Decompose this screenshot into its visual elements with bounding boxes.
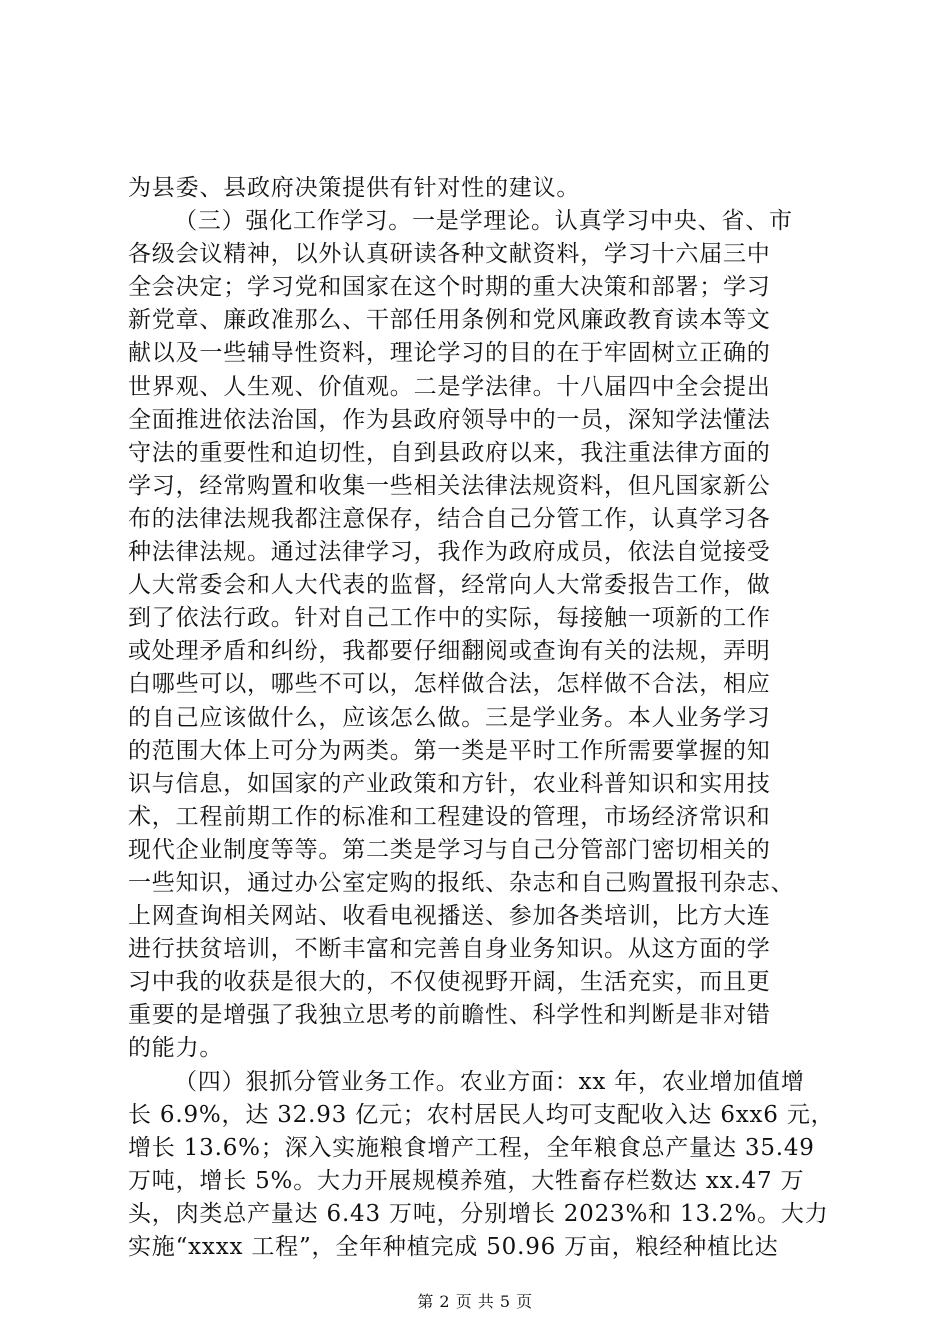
text-line: 头，肉类总产量达 6.43 万吨，分别增长 2023%和 13.2%。大力 xyxy=(128,1200,829,1227)
text-line: 识与信息，如国家的产业政策和方针，农业科普知识和实用技 xyxy=(128,770,771,797)
text-line: 重要的是增强了我独立思考的前瞻性、科学性和判断是非对错 xyxy=(128,1002,771,1029)
page-number-label: 第 2 页 共 5 页 xyxy=(417,1292,533,1311)
text-line: 习中我的收获是很大的，不仅使视野开阔，生活充实，而且更 xyxy=(128,969,771,996)
document-body xyxy=(128,172,840,1264)
text-line: 到了依法行政。针对自己工作中的实际，每接触一项新的工作 xyxy=(128,605,771,632)
text-line: 的自己应该做什么，应该怎么做。三是学业务。本人业务学习 xyxy=(128,704,771,731)
text-line: 新党章、廉政准那么、干部任用条例和党风廉政教育读本等文 xyxy=(128,307,771,334)
paragraph-start-line: （四）狠抓分管业务工作。农业方面：xx 年，农业增加值增 xyxy=(174,1068,805,1095)
text-line: 全面推进依法治国，作为县政府领导中的一员，深知学法懂法 xyxy=(128,406,771,433)
text-line: 学习，经常购置和收集一些相关法律法规资料，但凡国家新公 xyxy=(128,472,771,499)
text-line: 全会决定；学习党和国家在这个时期的重大决策和部署；学习 xyxy=(128,274,771,301)
text-line: 增长 13.6%；深入实施粮食增产工程，全年粮食总产量达 35.49 xyxy=(128,1134,815,1161)
text-line: 的范围大体上可分为两类。第一类是平时工作所需要掌握的知 xyxy=(128,737,771,764)
text-line: 献以及一些辅导性资料，理论学习的目的在于牢固树立正确的 xyxy=(128,340,771,367)
text-line: 白哪些可以，哪些不可以，怎样做合法，怎样做不合法，相应 xyxy=(128,671,771,698)
text-line: 人大常委会和人大代表的监督，经常向人大常委报告工作，做 xyxy=(128,572,771,599)
text-line: 万吨，增长 5%。大力开展规模养殖，大牲畜存栏数达 xx.47 万 xyxy=(128,1167,805,1194)
text-line: 进行扶贫培训，不断丰富和完善自身业务知识。从这方面的学 xyxy=(128,936,771,963)
text-line: 术，工程前期工作的标准和工程建设的管理，市场经济常识和 xyxy=(128,803,771,830)
text-line: 守法的重要性和迫切性，自到县政府以来，我注重法律方面的 xyxy=(128,439,771,466)
text-line: 现代企业制度等等。第二类是学习与自己分管部门密切相关的 xyxy=(128,836,771,863)
text-line: 长 6.9%，达 32.93 亿元；农村居民人均可支配收入达 6xx6 元， xyxy=(128,1101,835,1128)
text-line: 实施“xxxx 工程”，全年种植完成 50.96 万亩，粮经种植比达 xyxy=(128,1234,779,1260)
text-line: 世界观、人生观、价值观。二是学法律。十八届四中全会提出 xyxy=(128,373,771,400)
text-line: 一些知识，通过办公室定购的报纸、杂志和自己购置报刊杂志、 xyxy=(128,869,795,896)
text-line: 种法律法规。通过法律学习，我作为政府成员，依法自觉接受 xyxy=(128,539,771,566)
text-line: 的能力。 xyxy=(128,1035,224,1062)
text-line: 布的法律法规我都注意保存，结合自己分管工作，认真学习各 xyxy=(128,505,771,532)
text-line: 上网查询相关网站、收看电视播送、参加各类培训，比方大连 xyxy=(128,903,771,930)
text-line: 各级会议精神，以外认真研读各种文献资料，学习十六届三中 xyxy=(128,241,771,268)
text-line: 或处理矛盾和纠纷，我都要仔细翻阅或查询有关的法规，弄明 xyxy=(128,638,771,665)
paragraph-start-line: （三）强化工作学习。一是学理论。认真学习中央、省、市 xyxy=(174,208,793,235)
text-line: 为县委、县政府决策提供有针对性的建议。 xyxy=(128,175,581,201)
page-footer xyxy=(0,1292,950,1312)
